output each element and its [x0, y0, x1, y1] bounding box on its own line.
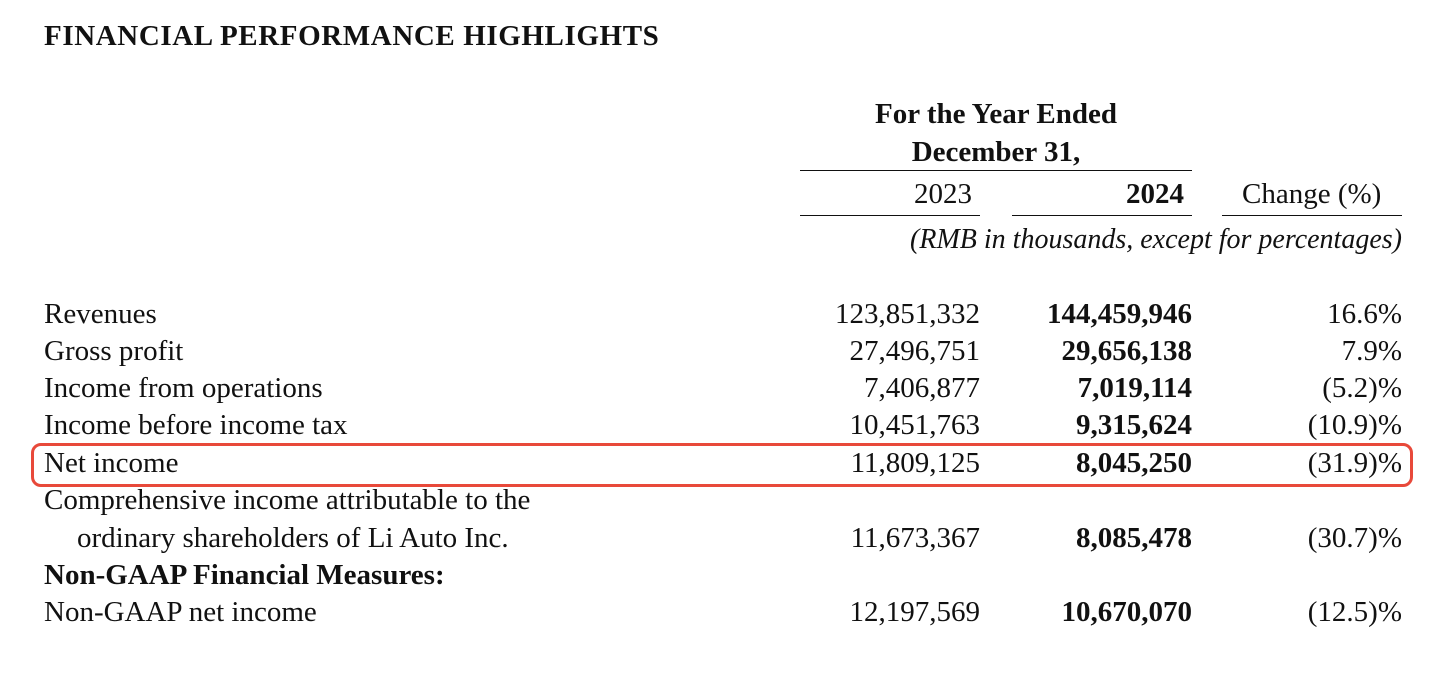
table-row-gross-profit: [0, 335, 1446, 372]
value-2023: 7,406,877: [864, 372, 980, 404]
value-change: (10.9)%: [1307, 409, 1402, 441]
table-row-income-from-operations: [0, 372, 1446, 409]
row-label: Gross profit: [44, 335, 184, 367]
value-2024: 29,656,138: [1061, 335, 1192, 367]
table-row-comprehensive-income-line1: [0, 484, 1446, 521]
row-label: Comprehensive income attributable to the: [44, 484, 531, 516]
column-header-2024: 2024: [1126, 178, 1184, 210]
value-2023: 11,809,125: [850, 447, 980, 479]
column-header-change: Change (%): [1242, 178, 1382, 210]
net-income-highlight-box: [31, 443, 1413, 487]
table-row-non-gaap-net-income: [0, 596, 1446, 633]
row-label: Net income: [44, 447, 179, 479]
column-header-2023: 2023: [914, 178, 972, 210]
column-rule-2023: [800, 215, 980, 216]
table-row-income-before-tax: [0, 409, 1446, 446]
row-label: Revenues: [44, 298, 157, 330]
table-row-revenues: [0, 298, 1446, 335]
value-2023: 27,496,751: [849, 335, 980, 367]
period-header-line2: December 31,: [911, 136, 1081, 168]
value-2024: 10,670,070: [1061, 596, 1192, 628]
column-rule-change: [1222, 215, 1402, 216]
value-change: 16.6%: [1327, 298, 1402, 330]
value-2023: 123,851,332: [835, 298, 980, 330]
value-2023: 12,197,569: [849, 596, 980, 628]
row-label-continued: ordinary shareholders of Li Auto Inc.: [77, 522, 509, 554]
value-change: 7.9%: [1341, 335, 1402, 367]
value-change: (30.7)%: [1307, 522, 1402, 554]
value-2024: 144,459,946: [1047, 298, 1192, 330]
value-change: (5.2)%: [1322, 372, 1402, 404]
value-2024: 7,019,114: [1077, 372, 1192, 404]
section-label: Non-GAAP Financial Measures:: [44, 559, 445, 591]
value-change: (31.9)%: [1307, 447, 1402, 479]
value-2023: 11,673,367: [850, 522, 980, 554]
period-header: [800, 95, 1192, 171]
period-header-line1: For the Year Ended: [875, 98, 1117, 130]
units-note: (RMB in thousands, except for percentages): [910, 224, 1402, 255]
row-label: Non-GAAP net income: [44, 596, 317, 628]
row-label: Income from operations: [44, 372, 323, 404]
value-change: (12.5)%: [1307, 596, 1402, 628]
section-header-non-gaap: [0, 559, 1446, 596]
value-2023: 10,451,763: [849, 409, 980, 441]
column-rule-2024: [1012, 215, 1192, 216]
page-title: FINANCIAL PERFORMANCE HIGHLIGHTS: [44, 20, 660, 52]
table-row-comprehensive-income: [0, 522, 1446, 559]
row-label: Income before income tax: [44, 409, 348, 441]
period-header-rule: [800, 170, 1192, 171]
value-2024: 8,085,478: [1076, 522, 1192, 554]
value-2024: 9,315,624: [1076, 409, 1192, 441]
value-2024: 8,045,250: [1076, 447, 1192, 479]
